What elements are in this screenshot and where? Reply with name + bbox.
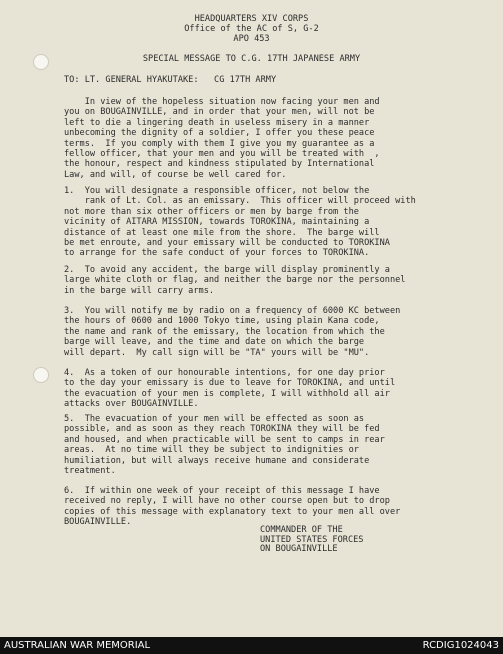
archive-name: AUSTRALIAN WAR MEMORIAL [4,640,151,651]
paragraph-5: 5. The evacuation of your men will be effected as soon as possible, and as soon as they reach TOROKINA they will be fed and housed, and when practicable will be sent to camps in rear areas. At no time will they be subject to indignities or humiliation, but will always receive humane and considerate treatment. [64,414,385,477]
paragraph-6: 6. If within one week of your receipt of this message I have received no reply, I will have no other course open but to drop copies of this message with explanatory text to your men all over BOUGAINVILLE. [64,486,401,528]
paragraph-3: 3. You will notify me by radio on a frequency of 6000 KC between the hours of 0600 and 1000 Tokyo time, using plain Kana code, the name and rank of the emissary, the location from which the barge will leave, and the time and date on which the barge will depart. My call sign will be "TA" yours will be "MU". [64,306,401,358]
header-line-3: APO 453 [233,34,270,44]
signature-block: COMMANDER OF THE UNITED STATES FORCES ON BOUGAINVILLE [260,525,364,555]
addressee-line: TO: LT. GENERAL HYAKUTAKE: CG 17TH ARMY [64,75,277,85]
paragraph-1: 1. You will designate a responsible officer, not below the rank of Lt. Col. as an emissary. This officer will proceed with not more than six other officers or men by barge from the vicinity of AITARA MISSION, towards TOROKINA, maintaining a distance of at least one mile from the shore. The barge will be met enroute, and your emissary will be conducted to TOROKINA to arrange for the safe conduct of your forces to TOROKINA. [64,186,416,259]
paragraph-4: 4. As a token of our honourable intentions, for one day prior to the day your emissary is due to leave for TOROKINA, and until the evacuation of your men is complete, I will withhold all air attacks over BOUGAINVILLE. [64,368,396,410]
archive-footer-bar [0,637,503,654]
intro-paragraph: In view of the hopeless situation now facing your men and you on BOUGAINVILLE, and in order that your men, will not be left to die a lingering death in useless misery in a manner unbecoming the dignity of a soldier, I offer you these peace terms. If you comply with them I give you my guarantee as a fellow officer, that your men and you will be treated with , the honour, respect and kindness stipulated by International Law, and will, of course be well cared for. [64,97,380,180]
message-title: SPECIAL MESSAGE TO C.G. 17TH JAPANESE ARMY [142,54,361,64]
paragraph-2: 2. To avoid any accident, the barge will display prominently a large white cloth or flag, and neither the barge nor the personnel in the barge will carry arms. [64,265,406,296]
record-id: RCDIG1024043 [422,640,499,651]
header-line-2: Office of the AC of S, G-2 [184,24,319,34]
header-line-1: HEADQUARTERS XIV CORPS [194,14,309,24]
